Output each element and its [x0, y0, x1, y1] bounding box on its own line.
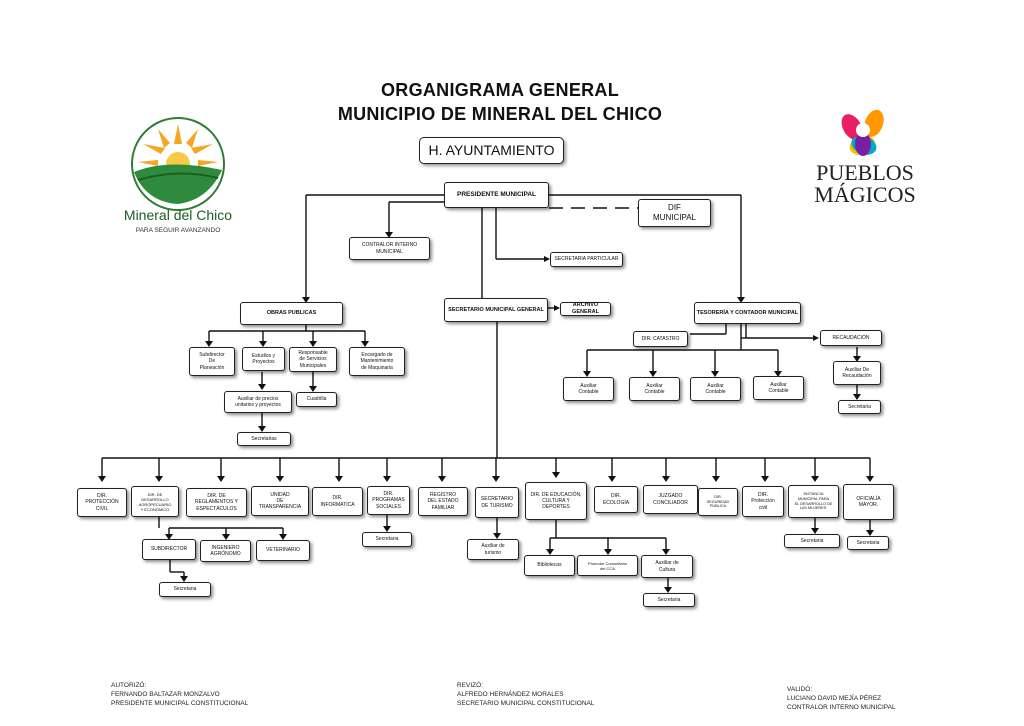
auxiliar-cultura-box: Auxiliar de Cultura — [641, 555, 693, 578]
dir-informatica-box: DIR. INFORMATICA — [312, 487, 363, 516]
dir-desarrollo-agropecuario-box: DIR. DE DESARROLLO AGROPECUARIO Y ECONÓMICO — [131, 486, 179, 517]
signature-reviso: REVIZÓ: ALFREDO HERNÁNDEZ MORALES SECRETARIO MUNICIPAL CONSTITUCIONAL — [457, 682, 595, 707]
dir-reglamentos-box: DIR. DE REGLAMENTOS Y ESPECTÁCULOS — [186, 488, 247, 517]
auxiliar-turismo-box: Auxiliar de turismo — [467, 539, 519, 560]
tesoreria-box: TESORERÍA Y CONTADOR MUNICIPAL — [694, 302, 801, 324]
secretaria-mujer-box: Secretaria — [784, 534, 840, 548]
cuadrilla-box: Cuadrilla — [296, 392, 337, 407]
auxiliar-recaudacion-box: Auxiliar De Recaudación — [833, 361, 881, 385]
auxiliar-contable-2-box: Auxiliar Contable — [629, 377, 680, 401]
secretario-municipal-box: SECRETARIO MUNICIPAL GENERAL — [444, 298, 548, 322]
encargado-mantenimiento-box: Encargado de Mantenimiento de Maquinaria — [349, 347, 405, 376]
subdirector-planeacion-box: Subdirector De Planeación — [189, 347, 235, 376]
subdirector-agro-box: SUBDIRECTOR — [142, 539, 196, 560]
secretaria-educacion-box: Secretaria — [643, 593, 695, 607]
instancia-mujeres-box: INSTANCIA MUNICIPAL PARA EL DESARROLLO DE LAS MUJERES. — [788, 485, 839, 518]
auxiliar-contable-3-box: Auxiliar Contable — [690, 377, 741, 401]
dif-municipal-box: DIF MUNICIPAL — [638, 199, 711, 227]
dir-catastro-box: DIR. CATASTRO — [633, 331, 688, 347]
right-logo-line2: MÁGICOS — [814, 182, 916, 207]
auxiliar-contable-1-box: Auxiliar Contable — [563, 377, 614, 401]
h-ayuntamiento-box: H. AYUNTAMIENTO — [419, 137, 564, 164]
dir-programas-sociales-box: DIR. PROGRAMAS SOCIALES — [367, 486, 410, 515]
pueblos-magicos-logo — [805, 100, 925, 210]
presidente-municipal-box: PRESIDENTE MUNICIPAL — [444, 182, 549, 208]
secretario-turismo-box: SECRETARIO DE TURISMO — [475, 487, 519, 518]
chart-title-line2: MUNICIPIO DE MINERAL DEL CHICO — [337, 104, 663, 124]
secretaria-tesoreria-box: Secretaria — [838, 400, 881, 414]
secretarias-obras-box: Secretarias — [237, 432, 291, 446]
estudios-proyectos-box: Estudios y Proyectos — [242, 347, 285, 371]
dir-proteccion-civil-2-box: DIR. Protección civil — [742, 486, 784, 517]
secretaria-agro-box: Secretaria — [159, 582, 211, 597]
dir-seguridad-publica-box: DIR. SEGURIDAD PÚBLICA — [698, 488, 738, 516]
dir-educacion-cultura-box: DIR. DE EDUCACIÓN, CULTURA Y DEPORTES — [525, 482, 587, 520]
dir-ecologia-box: DIR. ECOLOGÍA — [594, 486, 638, 513]
auxiliar-precios-box: Auxiliar de precios unitarios y proyectos — [224, 391, 292, 413]
promotor-comunitario-box: Promotor Comunitario del CCA — [577, 555, 638, 576]
left-logo-slogan: PARA SEGUIR AVANZANDO — [135, 227, 221, 234]
secretaria-particular-box: SECRETARIA PARTICULAR — [550, 252, 623, 267]
dir-proteccion-civil-box: DIR. PROTECCIÓN CIVIL — [77, 488, 127, 517]
secretaria-oficialia-box: Secretaria — [847, 536, 889, 550]
juzgado-conciliador-box: JUZGADO CONCILIADOR — [643, 485, 698, 514]
veterinario-box: VETERINARIO — [256, 540, 310, 561]
obras-publicas-box: OBRAS PUBLICAS — [240, 302, 343, 325]
secretaria-programas-box: Secretaria — [362, 532, 412, 547]
right-logo-line1: PUEBLOS — [816, 160, 914, 185]
registro-estado-familiar-box: REGISTRO DEL ESTADO FAMILIAR — [418, 487, 468, 516]
ingeniero-agronomo-box: INGENIERO AGRÓNOMO — [200, 540, 251, 562]
archivo-general-box: ARCHIVO GENERAL — [560, 302, 611, 316]
contralor-interno-box: CONTRALOR INTERNO MUNICIPAL — [349, 237, 430, 260]
bibliotecas-box: Bibliotecas — [524, 555, 575, 576]
chart-title-line1: ORGANIGRAMA GENERAL — [380, 80, 620, 100]
left-logo-name: Mineral del Chico — [123, 207, 233, 223]
mineral-del-chico-logo — [108, 112, 248, 237]
responsable-servicios-box: Responsable de Servicios Municipales — [289, 347, 337, 372]
auxiliar-contable-4-box: Auxiliar Contable — [753, 376, 804, 400]
unidad-transparencia-box: UNIDAD DE TRANSPARENCIA — [251, 486, 309, 516]
recaudacion-box: RECAUDACIÓN — [820, 330, 882, 346]
signature-autorizo: AUTORIZÓ: FERNANDO BALTAZAR MONZALVO PRESIDENTE MUNICIPAL CONSTITUCIONAL — [111, 682, 249, 707]
signature-valido: VALIDÓ: LUCIANO DAVID MEJÍA PÉREZ CONTRALOR INTERNO MUNICIPAL — [787, 686, 896, 711]
oficialia-mayor-box: OFICIALÍA MAYOR. — [843, 484, 894, 520]
